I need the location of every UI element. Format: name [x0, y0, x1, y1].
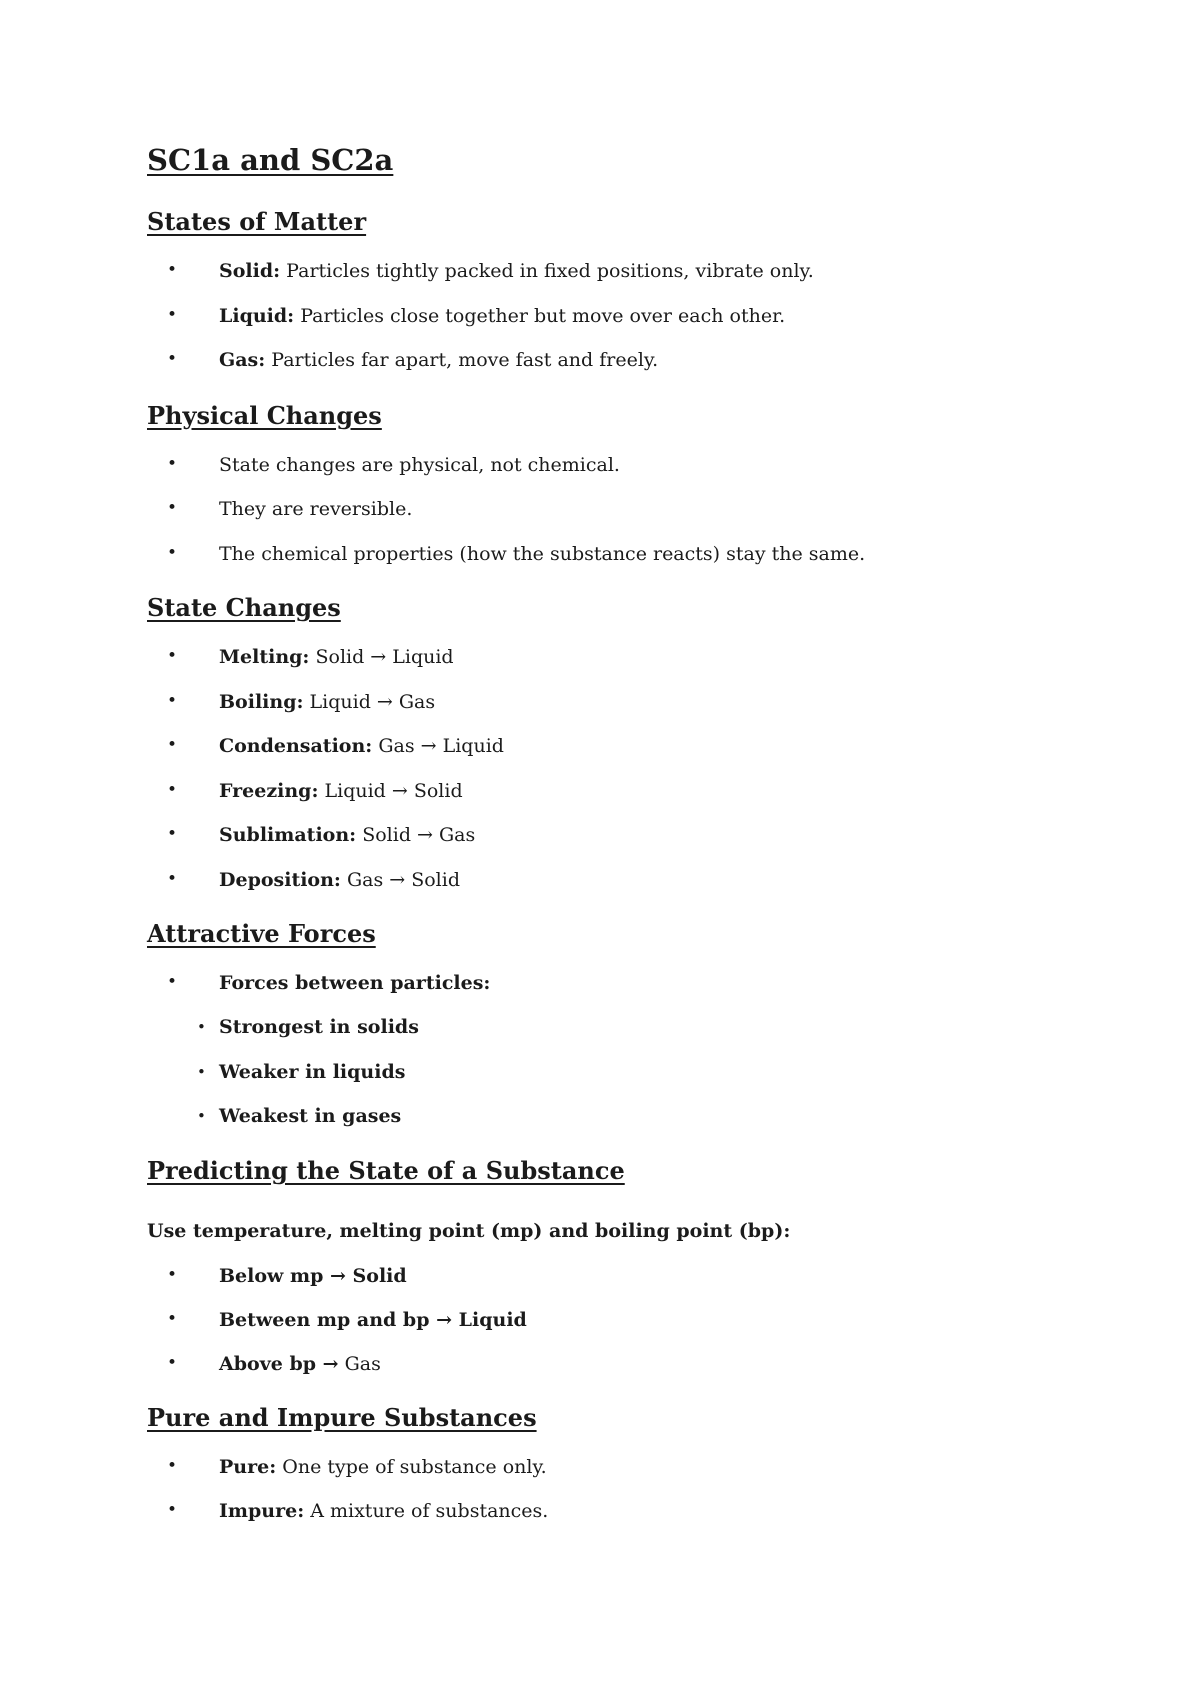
- description: Gas → Solid: [340, 869, 461, 891]
- term: Gas:: [219, 349, 266, 371]
- document-title: SC1a and SC2a: [147, 143, 394, 177]
- bullet-icon: •: [167, 260, 178, 280]
- list-item-text: The chemical properties (how the substance reacts) stay the same.: [219, 543, 866, 565]
- bullet-icon: •: [167, 454, 178, 474]
- bullet-icon: •: [167, 1265, 178, 1285]
- description: Particles far apart, move fast and freely.: [265, 349, 659, 371]
- term: Freezing:: [219, 780, 319, 802]
- bullet-icon: •: [167, 1456, 178, 1476]
- heading-states-of-matter: States of Matter: [147, 207, 367, 236]
- bullet-icon: •: [167, 543, 178, 563]
- bullet-icon: •: [197, 1018, 206, 1036]
- heading-predicting-state: Predicting the State of a Substance: [147, 1156, 625, 1185]
- description: Solid → Liquid: [309, 646, 454, 668]
- list-item-text: State changes are physical, not chemical.: [219, 454, 620, 476]
- description: Liquid → Gas: [303, 691, 436, 713]
- list-item-text: Forces between particles:: [219, 972, 491, 994]
- term: Between mp and bp →: [219, 1309, 453, 1331]
- term: Pure:: [219, 1456, 277, 1478]
- bullet-icon: •: [167, 1309, 178, 1329]
- list-item-text: They are reversible.: [219, 498, 413, 520]
- intro-paragraph: Use temperature, melting point (mp) and boiling point (bp):: [147, 1220, 791, 1242]
- bullet-icon: •: [167, 972, 178, 992]
- term: Melting:: [219, 646, 310, 668]
- bullet-icon: •: [167, 305, 178, 325]
- description: Particles close together but move over each other.: [294, 305, 786, 327]
- description: Solid → Gas: [356, 824, 476, 846]
- bullet-icon: •: [167, 824, 178, 844]
- sub-list-item-text: Weaker in liquids: [219, 1061, 406, 1083]
- bullet-icon: •: [167, 735, 178, 755]
- bullet-icon: •: [197, 1107, 206, 1125]
- description: Liquid: [452, 1309, 527, 1331]
- bullet-icon: •: [167, 691, 178, 711]
- bullet-icon: •: [167, 780, 178, 800]
- term: Boiling:: [219, 691, 304, 713]
- term: Condensation:: [219, 735, 373, 757]
- term: Impure:: [219, 1500, 305, 1522]
- bullet-icon: •: [167, 869, 178, 889]
- description: One type of substance only.: [276, 1456, 547, 1478]
- description: Liquid → Solid: [318, 780, 463, 802]
- heading-state-changes: State Changes: [147, 593, 341, 622]
- description: Particles tightly packed in fixed positions, vibrate only.: [280, 260, 814, 282]
- term: Above bp →: [219, 1353, 339, 1375]
- bullet-icon: •: [167, 1353, 178, 1373]
- sub-list-item-text: Weakest in gases: [219, 1105, 402, 1127]
- bullet-icon: •: [167, 646, 178, 666]
- heading-attractive-forces: Attractive Forces: [147, 919, 376, 948]
- term: Solid:: [219, 260, 281, 282]
- bullet-icon: •: [167, 1500, 178, 1520]
- description: Gas → Liquid: [372, 735, 504, 757]
- description: Solid: [345, 1265, 407, 1287]
- heading-pure-impure: Pure and Impure Substances: [147, 1403, 537, 1432]
- heading-physical-changes: Physical Changes: [147, 401, 382, 430]
- term: Below mp →: [219, 1265, 346, 1287]
- term: Sublimation:: [219, 824, 357, 846]
- bullet-icon: •: [167, 349, 178, 369]
- term: Deposition:: [219, 869, 341, 891]
- term: Liquid:: [219, 305, 295, 327]
- bullet-icon: •: [167, 498, 178, 518]
- bullet-icon: •: [197, 1063, 206, 1081]
- sub-list-item-text: Strongest in solids: [219, 1016, 419, 1038]
- description: Gas: [338, 1353, 381, 1375]
- description: A mixture of substances.: [304, 1500, 549, 1522]
